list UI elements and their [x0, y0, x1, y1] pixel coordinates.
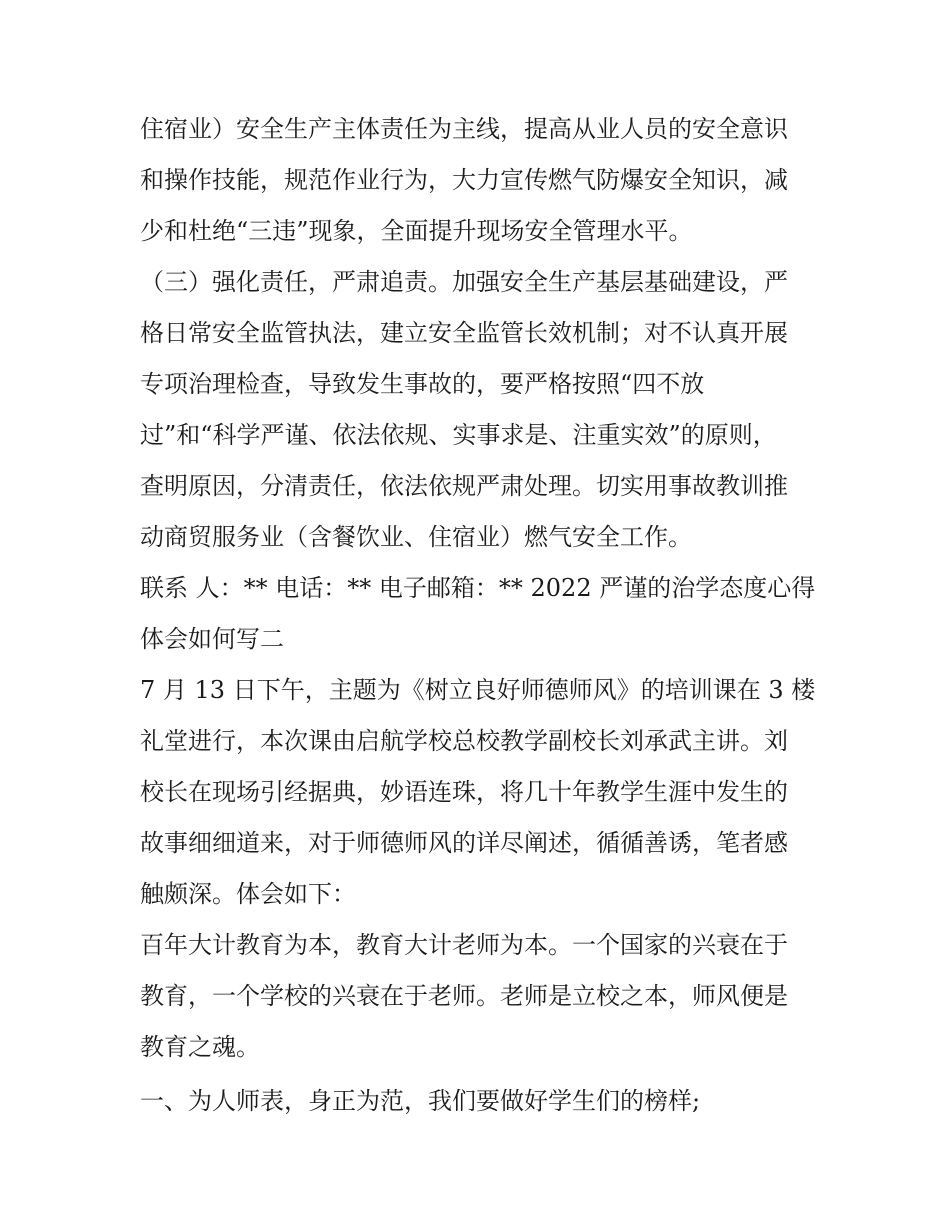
text-line: 触颇深。体会如下： [140, 880, 356, 908]
text-line: 教育，一个学校的兴衰在于老师。老师是立校之本，师风便是 [140, 982, 788, 1010]
text-line: 教育之魂。 [140, 1033, 260, 1061]
text-line: 校长在现场引经据典，妙语连珠，将几十年教学生涯中发生的 [140, 778, 788, 806]
text-line: 和操作技能，规范作业行为，大力宣传燃气防爆安全知识，减 [140, 166, 788, 194]
text-line: 礼堂进行，本次课由启航学校总校教学副校长刘承武主讲。刘 [140, 727, 788, 755]
text-line: 动商贸服务业（含餐饮业、住宿业）燃气安全工作。 [140, 523, 692, 551]
text-line: 专项治理检查，导致发生事故的，要严格按照“四不放 [140, 370, 705, 398]
text-line: 联系 人：** 电话：** 电子邮箱：** 2022 严谨的治学态度心得 [140, 574, 816, 602]
document-body [140, 104, 820, 1127]
text-line: 查明原因，分清责任，依法依规严肃处理。切实用事故教训推 [140, 472, 788, 500]
text-line: 格日常安全监管执法，建立安全监管长效机制；对不认真开展 [140, 319, 788, 347]
text-line: 少和杜绝“三违”现象，全面提升现场安全管理水平。 [140, 217, 693, 245]
text-line: 故事细细道来，对于师德师风的详尽阐述，循循善诱，笔者感 [140, 829, 788, 857]
text-line: 百年大计教育为本，教育大计老师为本。一个国家的兴衰在于 [140, 931, 788, 959]
text-line: 体会如何写二 [140, 625, 284, 653]
text-line: 一、为人师表，身正为范，我们要做好学生们的榜样; [140, 1087, 701, 1115]
text-line: （三）强化责任，严肃追责。加强安全生产基层基础建设，严 [140, 268, 788, 296]
text-line: 过”和“科学严谨、依法依规、实事求是、注重实效”的原则， [140, 421, 777, 449]
text-line: 7 月 13 日下午，主题为《树立良好师德师风》的培训课在 3 楼 [140, 676, 816, 704]
text-line: 住宿业）安全生产主体责任为主线，提高从业人员的安全意识 [140, 115, 788, 143]
